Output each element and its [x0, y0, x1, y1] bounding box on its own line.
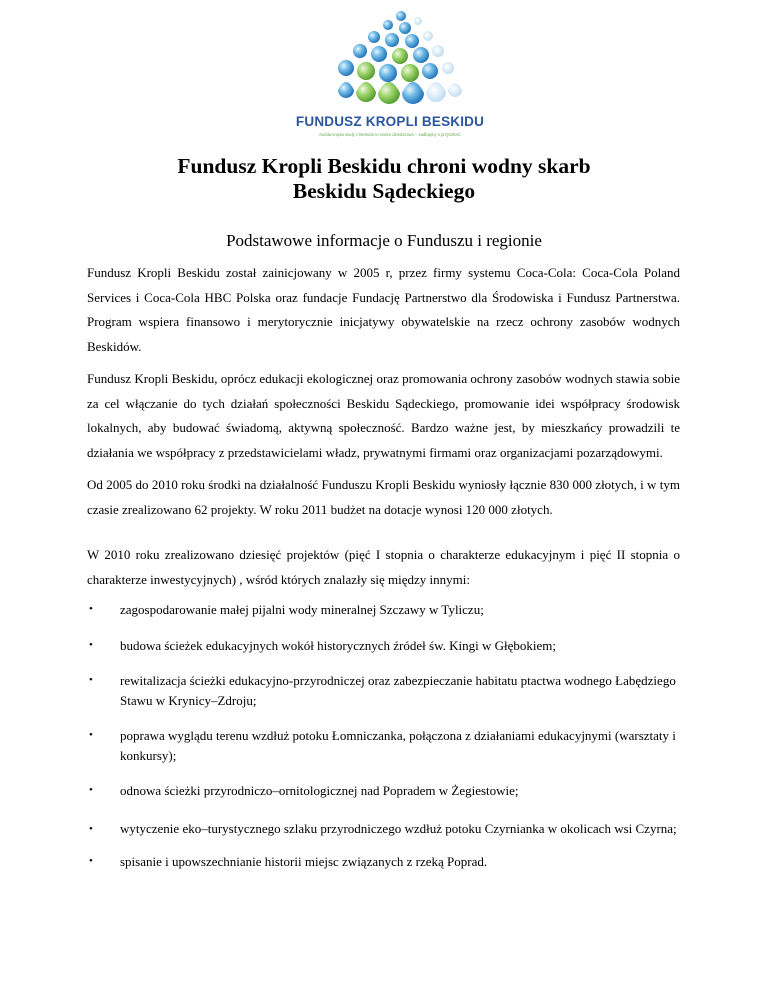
list-item	[87, 671, 680, 710]
list-item-text: odnowa ścieżki przyrodniczo–ornitologicznej nad Popradem w Żegiestowie;	[120, 783, 519, 798]
fund-logo	[290, 10, 490, 140]
bullet-icon: •	[89, 674, 93, 686]
list-item-text: zagospodarowanie małej pijalni wody mineralnej Szczawy w Tyliczu;	[120, 602, 484, 617]
list-item	[87, 636, 680, 656]
paragraph-projects-2010: W 2010 roku zrealizowano dziesięć projektów (pięć I stopnia o charakterze edukacyjnym i pięć II stopnia o charakterze inwestycyjnych) , wśród których znalazły się między innymi:	[87, 547, 680, 587]
bullet-icon: •	[89, 855, 93, 867]
bullet-icon: •	[89, 784, 93, 796]
list-item-text: budowa ścieżek edukacyjnych wokół historycznych źródeł św. Kingi w Głębokiem;	[120, 637, 556, 653]
page-subtitle: Podstawowe informacje o Funduszu i regionie	[226, 231, 542, 250]
list-item	[87, 781, 680, 801]
title-line-1: Fundusz Kropli Beskidu chroni wodny skarb	[177, 154, 591, 178]
bullet-icon: •	[89, 603, 93, 615]
paragraph-budget: Od 2005 do 2010 roku środki na działalność Funduszu Kropli Beskidu wyniosły łącznie 830 000 złotych, i w tym czasie zrealizowano 62 projekty. W roku 2011 budżet na dotacje wynosi 120 000 złotych.	[87, 477, 680, 517]
document-body	[87, 261, 680, 888]
list-item-text: wytyczenie eko–turystycznego szlaku przyrodniczego wzdłuż potoku Czyrnianka w okolicach wsi Czyrna;	[120, 820, 677, 836]
title-line-2: Beskidu Sądeckiego	[292, 179, 476, 203]
logo-name: FUNDUSZ KROPLI BESKIDU	[295, 114, 485, 129]
paragraph-intro: Fundusz Kropli Beskidu został zainicjowany w 2005 r, przez firmy systemu Coca-Cola: Coca-Cola Poland Services i Coca-Cola HBC Polska oraz fundacje Fundację Partnerstwo dla Środowiska i Fundusz Partnerstwa. Program wspiera finansowo i merytorycznie inicjatywy obywatelskie na rzecz ochrony zasobów wodnych Beskidów.	[87, 265, 680, 354]
list-item	[87, 726, 680, 765]
bullet-icon: •	[89, 729, 93, 741]
paragraph-goals: Fundusz Kropli Beskidu, oprócz edukacji ekologicznej oraz promowania ochrony zasobów wodnych stawia sobie za cel włączanie do tych działań społeczności Beskidu Sądeckiego, promowanie idei współpracy środowisk lokalnych, aby budować świadomą, aktywną społeczność. Bardzo ważne jest, by mieszkańcy prowadzili te działania we współpracy z przedstawicielami władz, prywatnymi firmami oraz organizacjami pozarządowymi.	[87, 371, 680, 460]
list-item	[87, 600, 680, 620]
list-item-text: spisanie i upowszechnianie historii miejsc związanych z rzeką Poprad.	[120, 854, 488, 869]
page-title	[0, 154, 768, 204]
list-item-text: poprawa wyglądu terenu wzdłuż potoku Łomniczanka, połączona z działaniami edukacyjnymi (warsztaty i konkursy);	[120, 728, 676, 763]
list-item	[87, 817, 680, 842]
list-item-text: rewitalizacja ścieżki edukacyjno-przyrodniczej oraz zabezpieczanie habitatu ptactwa wodnego Łabędziego Stawu w Krynicy–Zdroju;	[120, 673, 676, 708]
list-item	[87, 852, 680, 872]
projects-list	[87, 600, 680, 872]
bullet-icon: •	[89, 638, 93, 651]
logo-tagline: Każda kropla wody z Beskidu to nasze dziedzictwo – zadbajmy o przyszłość	[319, 132, 461, 137]
bullet-icon: •	[89, 822, 93, 835]
water-drops-icon	[308, 10, 472, 114]
